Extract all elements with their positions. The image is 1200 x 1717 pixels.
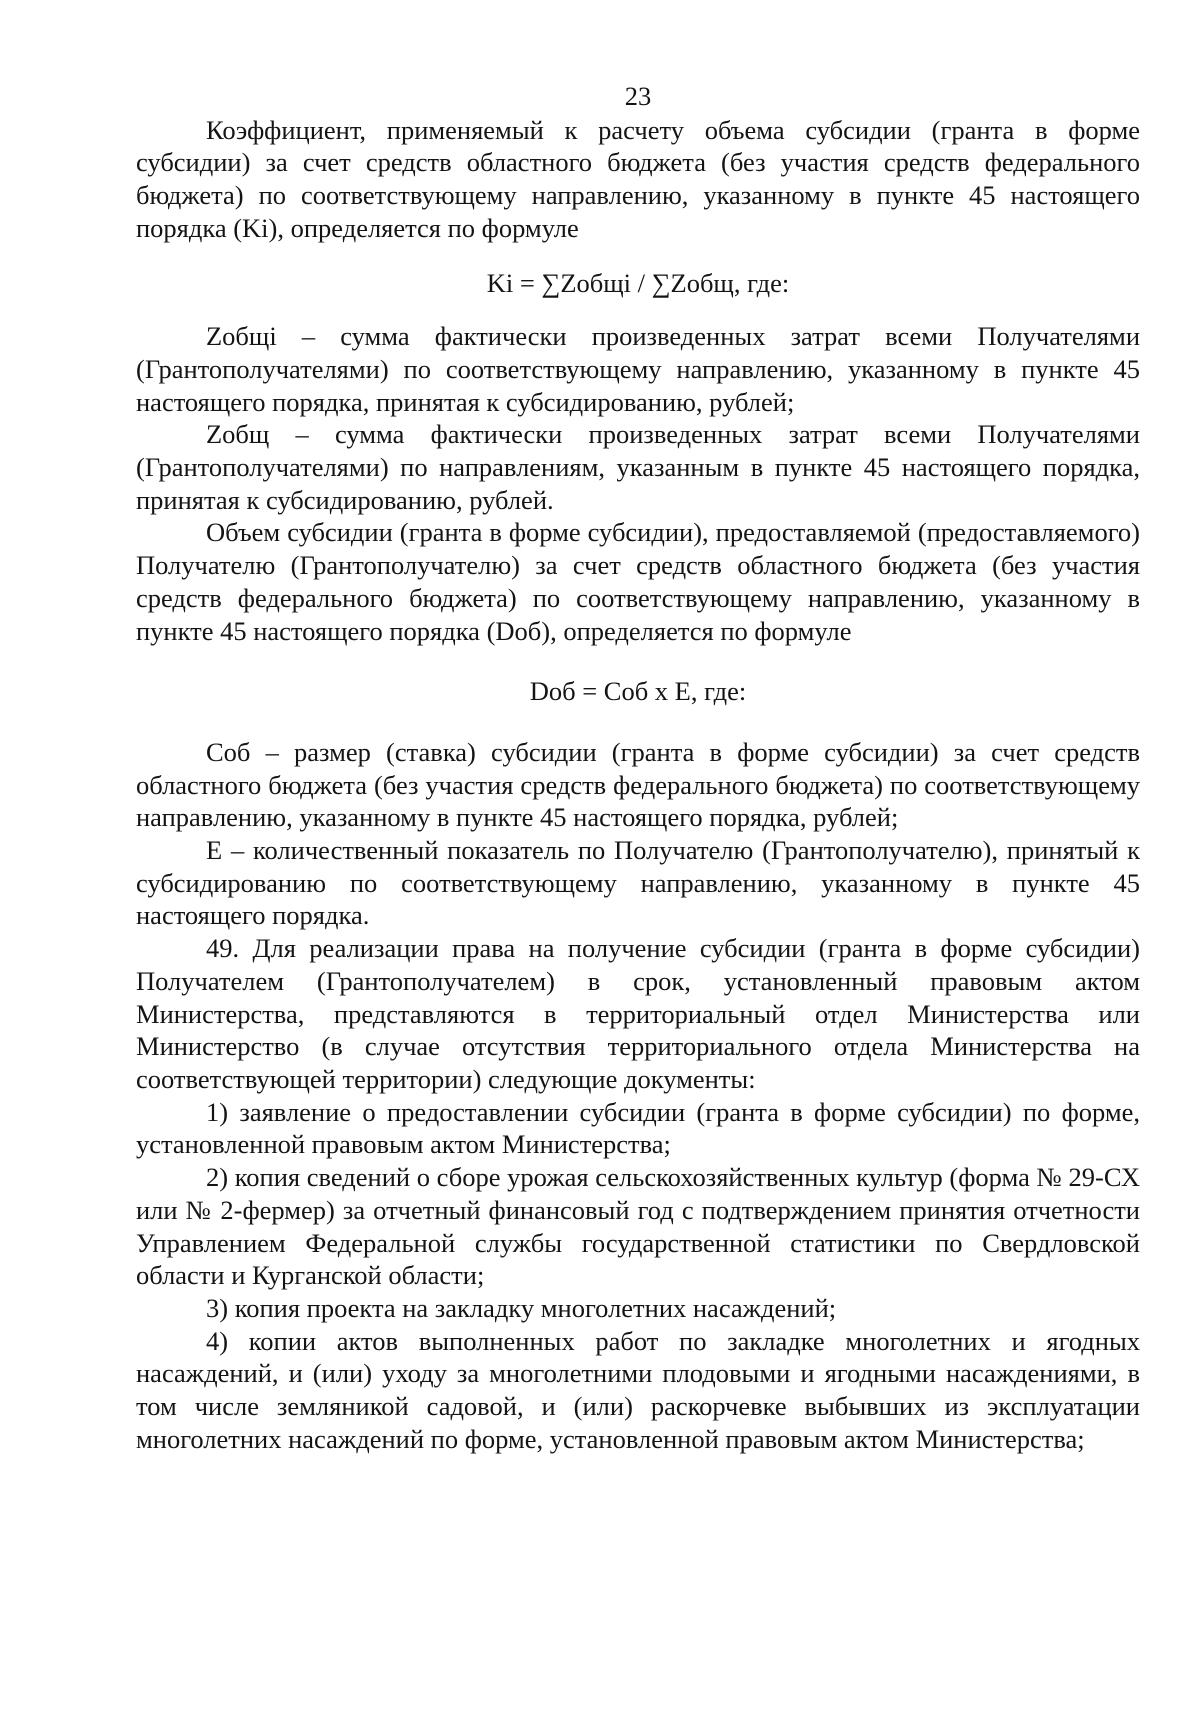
- paragraph-item-49: 49. Для реализации права на получение субсидии (гранта в форме субсидии) Получателем (Грантополучателем) в срок, установленный правовым актом Министерства, представляются в территориальный отдел Министерства или Министерство (в случае отсутствия территориального отдела Министерства на соответствующей территории) следующие документы:: [136, 933, 1140, 1094]
- page-number: 23: [624, 81, 652, 111]
- formula-ki: Ki = ∑Zобщi / ∑Zобщ, где:: [486, 267, 790, 298]
- list-item-3: 3) копия проекта на закладку многолетних насаждений;: [206, 1292, 837, 1323]
- paragraph-coefficient-intro: Коэффициент, применяемый к расчету объема субсидии (гранта в форме субсидии) за счет средств областного бюджета (без участия средств федерального бюджета) по соответствующему направлению, указанному в пункте 45 настоящего порядка (Ki), определяется по формуле: [136, 114, 1140, 243]
- list-item-1: 1) заявление о предоставлении субсидии (гранта в форме субсидии) по форме, установленной правовым актом Министерства;: [136, 1096, 1140, 1160]
- paragraph-zobshi-definition: Zобщi – сумма фактически произведенных затрат всеми Получателями (Грантополучателями) по соответствующему направлению, указанному в пункте 45 настоящего порядка, принятая к субсидированию, рублей;: [136, 321, 1140, 417]
- list-item-4: 4) копии актов выполненных работ по закладке многолетних и ягодных насаждений, и (или) уходу за многолетними плодовыми и ягодными насаждениями, в том числе земляникой садовой, и (или) раскорчевке выбывших из эксплуатации многолетних насаждений по форме, установленной правовым актом Министерства;: [136, 1325, 1140, 1454]
- paragraph-zobsh-definition: Zобщ – сумма фактически произведенных затрат всеми Получателями (Грантополучателями) по направлениям, указанным в пункте 45 настоящего порядка, принятая к субсидированию, рублей.: [136, 419, 1140, 515]
- paragraph-e-definition: E – количественный показатель по Получателю (Грантополучателю), принятый к субсидированию по соответствующему направлению, указанному в пункте 45 настоящего порядка.: [136, 835, 1140, 931]
- paragraph-dob-intro: Объем субсидии (гранта в форме субсидии), предоставляемой (предоставляемого) Получателю (Грантополучателю) за счет средств областного бюджета (без участия средств федерального бюджета) по соответствующему направлению, указанному в пункте 45 настоящего порядка (Dоб), определяется по формуле: [136, 517, 1140, 646]
- list-item-2: 2) копия сведений о сборе урожая сельскохозяйственных культур (форма № 29-СХ или № 2-фермер) за отчетный финансовый год с подтверждением принятия отчетности Управлением Федеральной службы государственной статистики по Свердловской области и Курганской области;: [136, 1162, 1140, 1291]
- paragraph-cob-definition: Cоб – размер (ставка) субсидии (гранта в форме субсидии) за счет средств областного бюджета (без участия средств федерального бюджета) по соответствующему направлению, указанному в пункте 45 настоящего порядка, рублей;: [136, 736, 1140, 833]
- formula-dob: Dоб = Cоб x E, где:: [529, 676, 747, 707]
